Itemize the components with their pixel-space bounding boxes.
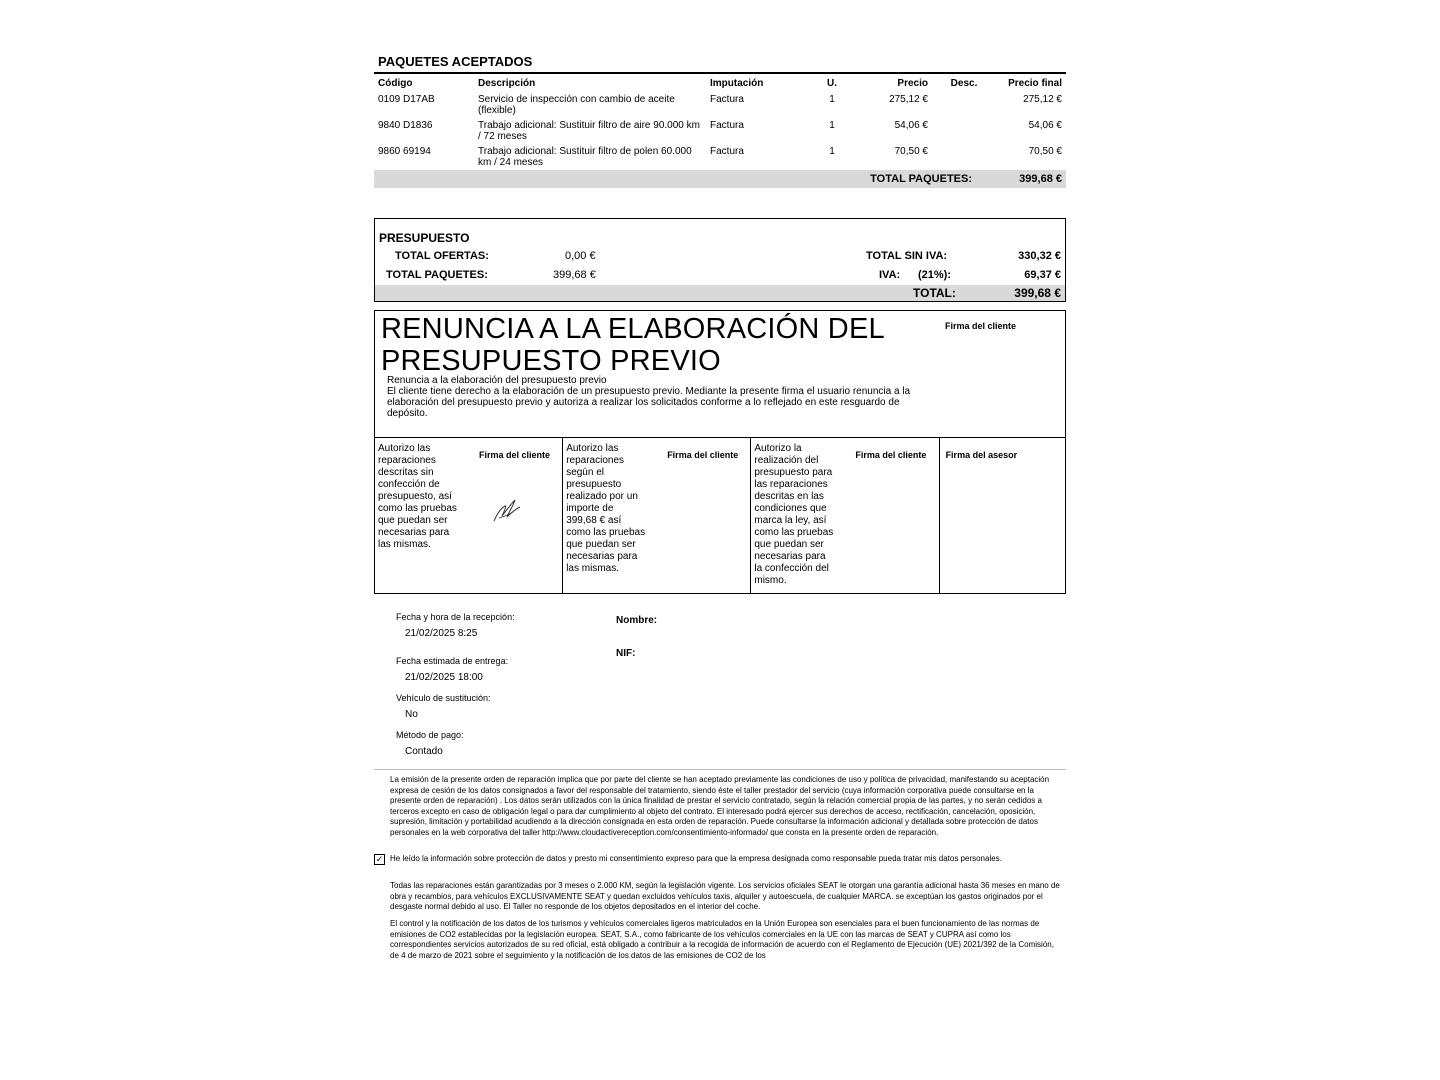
renuncia-box [374,310,1066,594]
reception-date [396,612,515,639]
col-desc: Desc. [932,73,996,92]
col-unidades: U. [810,73,854,92]
budget-box [374,218,1066,302]
budget-total-label: TOTAL: [913,286,956,300]
cell-desc [932,118,996,144]
cell-imputacion: Factura [710,146,744,157]
cell-unidades: 1 [829,94,835,105]
renuncia-subtitle: Renuncia a la elaboración del presupuesto previo [387,375,607,386]
packages-total-value: 399,68 € [1019,173,1062,185]
total-paquetes-label: TOTAL PAQUETES: [386,269,488,281]
table-row [374,92,1066,118]
packages-title: PAQUETES ACEPTADOS [378,54,533,69]
advisor-signature-label: Firma del asesor [945,450,1018,460]
cell-imputacion: Factura [710,120,744,131]
renuncia-firma-cliente: Firma del cliente [945,321,1017,331]
total-ofertas-value: 0,00 € [565,250,596,262]
cell-precio-final: 54,06 € [1028,120,1062,131]
consent-checkbox[interactable]: ✓ [375,854,384,864]
signature-label: Firma del cliente [479,450,551,460]
reception-date-label: Fecha y hora de la recepción: [396,612,515,622]
cell-unidades: 1 [829,120,835,131]
cell-precio-final: 70,50 € [1028,146,1062,157]
cell-descripcion: Trabajo adicional: Sustituir filtro de polen 60.000 km / 24 meses [478,146,692,168]
replacement-vehicle [396,693,491,720]
table-row [374,144,1066,170]
iva-label: IVA: [879,269,901,281]
reception-date-value: 21/02/2025 8:25 [405,628,478,639]
authorization-grid [375,437,1065,593]
authorization-cell-no-budget [375,438,563,593]
signature-label: Firma del cliente [855,450,927,460]
cell-precio: 275,12 € [889,94,928,105]
privacy-paragraph: La emisión de la presente orden de reparación implica que por parte del cliente se han aceptado previamente las condiciones de uso y política de privacidad, manifestando su aceptación expresa de cesión de los datos consignados a favor del responsable del tratamiento, siendo éste el taller prestador del servicio (cuya información corporativa puede consultarse en la presente orden de reparación) . Los datos serán utilizados con la única finalidad de prestar el servicio contratado, según la relación comercial propia de las partes, y no serán cedidos a terceros excepto en caso de obligación legal o para dar cumplimiento al objeto del contrato. El interesado podrá ejercer sus derechos de acceso, rectificación, cancelación, oposición, supresión, limitación y portabilidad acudiendo a la dirección consignada en esta orden de reparación. Puede consultarse la información adicional y detallada sobre protección de datos personales en la web corporativa del taller http://www.cloudactivereception.com/consentimiento-informado/ que consta en la presente orden de reparación. [390,775,1050,837]
cell-precio: 70,50 € [894,146,928,157]
payment-method-label: Método de pago: [396,730,464,740]
budget-total-bg [375,285,1065,301]
packages-table [374,72,1066,170]
emissions-paragraph: El control y la notificación de los datos de los turismos y vehículos comerciales ligeros matriculados en la Unión Europea son esenciales para el buen funcionamiento de las normas de emisiones de CO2 establecidas por la legislación europea. SEAT, S.A., como fabricante de los vehículos comerciales en la UE con las marcas de SEAT y CUPRA así como los correspondientes servicios autorizados de su red oficial, está obligado a contribuir a la recogida de información de acuerdo con el Reglamento de Ejecución (UE) 2021/392 de la Comisión, de 4 de marzo de 2021 sobre el seguimiento y la notificación de los datos de las emisiones de CO2 de los [390,919,1054,960]
iva-rate: (21%): [918,269,952,281]
budget-total-value: 399,68 € [1014,286,1061,300]
col-descripcion: Descripción [474,73,706,92]
legal-divider [374,769,1066,770]
total-paquetes-value: 399,68 € [553,269,596,281]
client-signature-icon [491,496,523,524]
cell-codigo: 0109 D17AB [378,94,435,105]
warranty-paragraph: Todas las reparaciones están garantizadas por 3 meses o 2.000 KM, según la legislación vigente. Los servicios oficiales SEAT le otorgan una garantía adicional hasta 36 meses en mano de obra y recambios, para vehículos EXCLUSIVAMENTE SEAT y quedan excluidos vehículos taxis, alquiler y autoescuela, de cualquier MARCA. se exceptúan los gastos originados por el desgaste normal debido al uso. El Taller no responde de los objetos depositados en el interior del coche. [390,881,1060,911]
authorization-text: Autorizo las reparaciones según el presupuesto realizado por un importe de 399,68 € así como las pruebas que puedan ser necesarias para las mismas. [566,443,646,574]
table-row [374,118,1066,144]
col-precio-final: Precio final [996,73,1066,92]
authorization-text: Autorizo las reparaciones descritas sin confección de presupuesto, así como las pruebas que puedan ser necesarias para las mismas. [378,443,457,550]
authorization-cell-legal [751,438,939,593]
renuncia-title: RENUNCIA A LA ELABORACIÓN DEL PRESUPUESTO PREVIO [381,313,884,377]
delivery-date-label: Fecha estimada de entrega: [396,656,509,666]
cell-codigo: 9860 69194 [378,146,431,157]
document-page [374,52,1066,960]
iva-value: 69,37 € [1024,269,1061,281]
cell-descripcion: Trabajo adicional: Sustituir filtro de aire 90.000 km / 72 meses [478,120,700,142]
payment-method [396,730,464,757]
cell-desc [932,144,996,170]
cell-unidades: 1 [829,146,835,157]
sin-iva-label: TOTAL SIN IVA: [866,250,948,262]
cell-precio-final: 275,12 € [1023,94,1062,105]
consent-text: He leído la información sobre protección de datos y presto mi consentimiento expreso para que la empresa designada como responsable pueda tratar mis datos personales. [390,854,1002,863]
authorization-cell-budget [563,438,751,593]
cell-codigo: 9840 D1836 [378,120,433,131]
replacement-vehicle-label: Vehículo de sustitución: [396,693,491,703]
col-codigo: Código [374,73,474,92]
col-precio: Precio [854,73,932,92]
packages-total-label: TOTAL PAQUETES: [870,173,972,185]
packages-header-row [374,73,1066,92]
authorization-text: Autorizo la realización del presupuesto para las reparaciones descritas en las condiciones que marca la ley, así como las pruebas que puedan ser necesarias para la confección del mismo. [754,443,834,586]
sin-iva-value: 330,32 € [1018,250,1061,262]
delivery-date-value: 21/02/2025 18:00 [405,672,483,683]
packages-total-row [374,170,1066,188]
budget-title: PRESUPUESTO [379,231,470,245]
replacement-vehicle-value: No [405,709,418,720]
renuncia-text [387,375,937,419]
cell-desc [932,92,996,118]
payment-method-value: Contado [405,746,443,757]
delivery-date [396,656,508,683]
renuncia-body: El cliente tiene derecho a la elaboración de un presupuesto previo. Mediante la presente firma el usuario renuncia a la elaboración del presupuesto previo y autoriza a realizar los solicitados conforme a lo reflejado en este resguardo de depósito. [387,386,911,419]
advisor-signature-cell [940,438,1065,593]
cell-descripcion: Servicio de inspección con cambio de aceite (flexible) [478,94,675,116]
client-name-label: Nombre: [616,615,658,626]
client-nif-label: NIF: [616,648,636,659]
col-imputacion: Imputación [706,73,810,92]
total-ofertas-label: TOTAL OFERTAS: [395,250,489,262]
signature-label: Firma del cliente [667,450,739,460]
cell-precio: 54,06 € [894,120,928,131]
cell-imputacion: Factura [710,94,744,105]
